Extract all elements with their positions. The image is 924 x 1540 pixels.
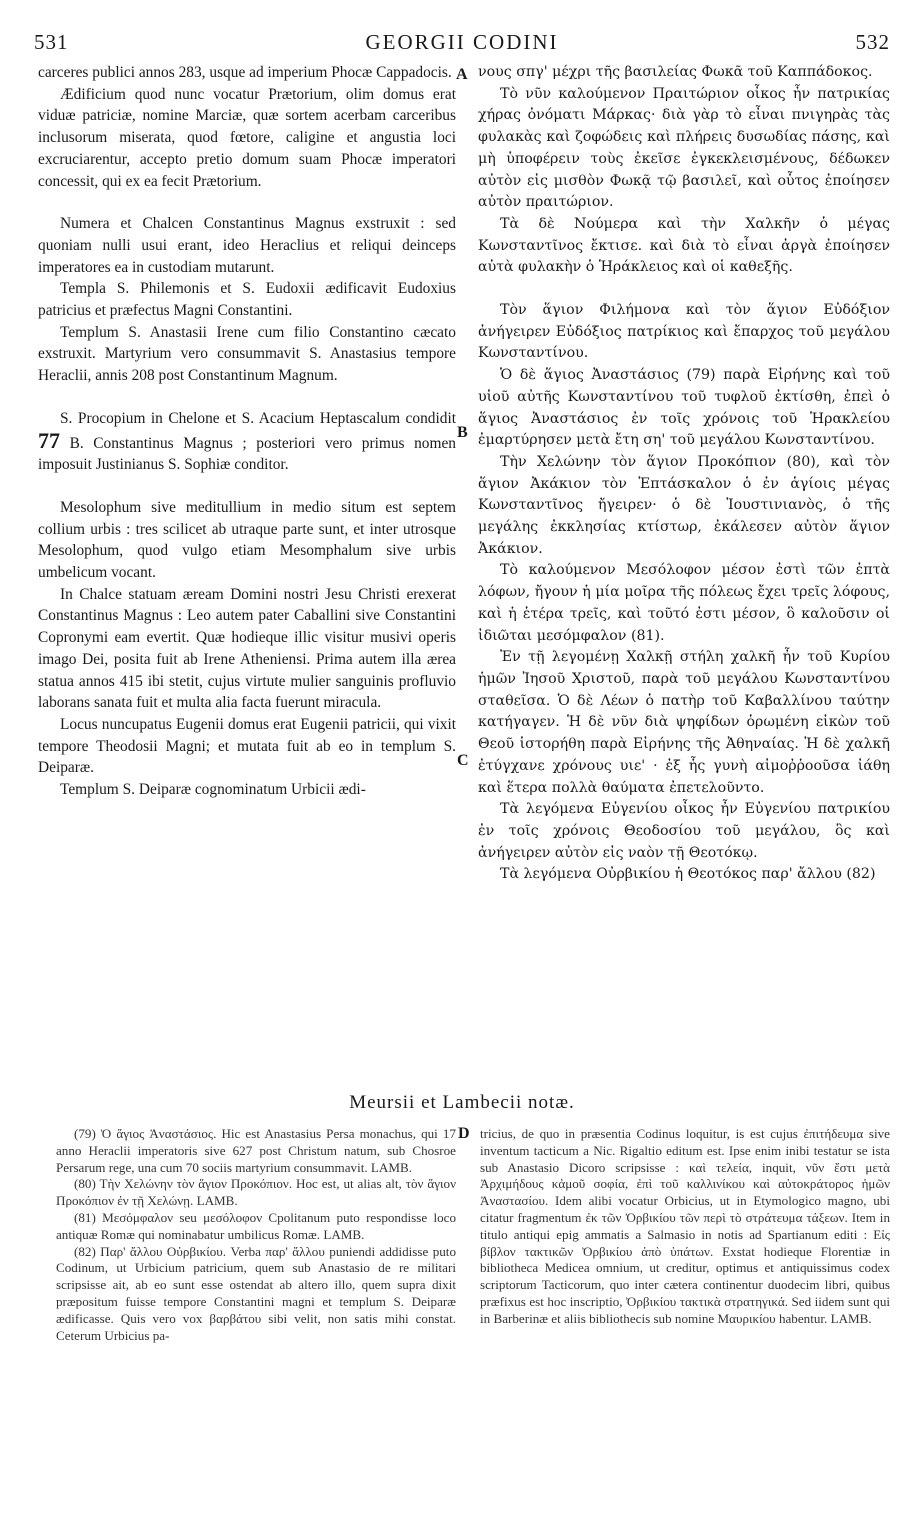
footnote: (81) Μεσόμφαλον seu μεσόλοφον Cpolitanum puto respondisse loco antiquæ Romæ qui nominabatur umbilicus Romæ. LAMB. [56,1209,456,1242]
notes-left-column [56,1126,456,1344]
greek-paragraph: Τὰ δὲ Νούμερα καὶ τὴν Χαλκῆν ὁ μέγας Κωνσταντῖνος ἔκτισε. καὶ διὰ τὸ εἶναι ἀργὰ ἐποίησεν αὐτὰ φυλακὴν ὁ Ἡράκλειος καὶ οἱ καθεξῆς. [478,215,890,276]
footnote: (82) Παρ' ἄλλου Οὐρβικίου. Verba παρ' ἄλλου puniendi addidisse puto Codinum, ut Urbicium patricium, quem sub Anastasio de re militari scripsisse ait, ab eo sunt esse ostendat ab altero illo, quem supra dixit præpositum fuisse tempore Constantini magni et templum S. Deiparæ ædificasse. Quis vero vox βαρβάτου sibi velit, non satis mihi constat. Ceterum Urbicius pa- [56,1243,456,1343]
latin-paragraph: Templa S. Philemonis et S. Eudoxii ædificavit Eudoxius patricius et præfectus Magni Constantini. [38,280,456,320]
running-title: GEORGII CODINI [365,30,559,54]
notes-title: Meursii et Lambecii notæ. [349,1092,575,1113]
latin-paragraph: carceres publici annos 283, usque ad imperium Phocæ Cappadocis. [38,64,452,81]
latin-paragraph-part: B. Constantinus Magnus ; posteriori vero primus nomen imposuit Justinianus S. Sophiæ conditor. [38,434,456,474]
footnote: (80) Τὴν Χελώνην τὸν ἅγιον Προκόπιον. Hoc est, ut alias alt, τὸν ἅγιον Προκόπιον ἐν τῇ Χελώνῃ. LAMB. [56,1176,456,1209]
latin-paragraph: Templum S. Deiparæ cognominatum Urbicii ædi- [60,781,366,799]
latin-paragraph: Mesolophum sive meditullium in medio situm est septem collium urbis : tres scilicet ab utraque parte sunt, et inter utrosque Mesolophum, quod vulgo etiam Mesomphalum sive urbis umbelicum vocant. [38,498,456,582]
margin-letter-c: C [457,752,469,769]
greek-paragraph: Ὁ δὲ ἅγιος Ἀναστάσιος (79) παρὰ Εἰρήνης καὶ τοῦ υἱοῦ αὐτῆς Κωνσταντίνου τοῦ τυφλοῦ ἐκτίσθη, ἐπεὶ ὁ ἅγιος Ἀναστάσιος ἐν τοῖς χρόνοις τοῦ Ἡρακλείου ἐμαρτύρησεν μετὰ ἔτη ση' τοῦ μεγάλου Κωνσταντίνου. [478,367,890,449]
margin-letter-b: B [457,424,468,441]
greek-paragraph: Ἐν τῇ λεγομένῃ Χαλκῇ στήλη χαλκῆ ἦν τοῦ Κυρίου ἡμῶν Ἰησοῦ Χριστοῦ, παρὰ τοῦ μεγάλου Κωνσταντίνου σταθεῖσα. Ὁ δὲ Λέων ὁ πατὴρ τοῦ Καβαλλίνου ταύτην κατήγαγεν. Ἡ δὲ νῦν διὰ ψηφίδων ὁρωμένη εἰκὼν τοῦ Θεοῦ ἱστορήθη παρὰ Εἰρήνης τῆς Ἀθηναίας. Ἡ δὲ χαλκῆ ἐτύγχανε χρόνους υιε' · ἐξ ἧς γυνὴ αἱμοῤῥοοῦσα ἰάθη καὶ ἕτερα πολλὰ θαύματα ἐπετελοῦντο. [478,649,890,796]
latin-paragraph [38,408,456,476]
page-header [34,30,890,60]
footnote: (79) Ὁ ἅγιος Ἀναστάσιος. Hic est Anastasius Persa monachus, qui 17 anno Heraclii imperatoris sive 627 post Christum natum, sub Chosroe Persarum rege, una cum 70 sociis martyrium consummavit. LAMB. [56,1126,456,1175]
greek-paragraph: Τὸν ἅγιον Φιλήμονα καὶ τὸν ἅγιον Εὐδόξιον ἀνήγειρεν Εὐδόξιος πατρίκιος καὶ ἔπαρχος τοῦ μεγάλου Κωνσταντίνου. [478,302,890,362]
page-number-left: 531 [34,30,69,54]
margin-letter-a: A [456,66,468,83]
greek-paragraph: Τὰ λεγόμενα Εὐγενίου οἶκος ἦν Εὐγενίου πατρικίου ἐν τοῖς χρόνοις Θεοδοσίου τοῦ μεγάλου, ὃς καὶ ἀνήγειρεν αὐτὸν εἰς ναὸν τῇ Θεοτόκῳ. [478,801,890,861]
footnote-continuation: tricius, de quo in præsentia Codinus loquitur, is est cujus ἐπιτήδευμα sive inventum tacticum a Nic. Rigaltio editum est. Ipse enim inibi testatur se ista sub Anastasio Dicoro scripsisse : καὶ τελεία, inquit, νῦν ἔστι μετὰ Ἀρχιμήδους κἀμοῦ σοφία, ἐπὶ τοῦ καλλινίκου καὶ αὐτοκράτορος ἡμῶν Ἀναστασίου. Idem alibi vocatur Orbicius, ut in Etymologico magno, ubi citatur fragmentum ἐκ τῶν Ὀρβικίου τῶν περὶ τὸ στράτευμα τάξεων. Item in titulo antiqui epig ammatis a Salmasio in notis ad Spartianum editi : Εἰς βίβλον τακτικῶν Ὀρβικίου ἀπὸ ὑπάτων. Exstat hodieque Florentiæ in bibliotheca Medicea omnium, ut creditur, optimus et antiquissimus codex scriptorum Tacticorum, quo inter cætera continentur duodecim libri, quibus præfixus est hoc inscriptio, Ὀρβικίου τακτικὰ στρατηγικά. Sed iidem sunt qui in Barberinæ et aliis bibliothecis sub nomine Μαυρικίου habentur. LAMB. [480,1126,890,1326]
greek-paragraph: Τὴν Χελώνην τὸν ἅγιον Προκόπιον (80), καὶ τὸν ἅγιον Ἀκάκιον τὸν Ἑπτάσκαλον ὁ ἐν ἁγίοις μέγας Κωνσταντῖνος ἤγειρεν· ὁ δὲ Ἰουστινιανὸς, ὁ τῆς μεγάλης ἐκκλησίας κτίστωρ, ἐκάλεσεν αὐτὸν ἅγιον Ἀκάκιον. [478,453,890,557]
column-number: 77 [38,427,60,453]
greek-column [478,62,890,886]
greek-paragraph: Τὰ λεγόμενα Οὐρβικίου ἡ Θεοτόκος παρ' ἄλλου (82) [500,866,876,883]
latin-paragraph: Numera et Chalcen Constantinus Magnus exstruxit : sed quoniam nulli usui erant, ideo Heraclius et reliqui deinceps imperatores ea in custodiam mutarunt. [38,215,456,276]
latin-paragraph: In Chalce statuam æream Domini nostri Jesu Christi erexerat Constantinus Magnus : Leo autem pater Caballini sive Constantini Copronymi eam evertit. Quæ hodieque illic visitur musivi operis imago Dei, posita fuit ab Irene Atheniensi. Prima autem illa ærea statua annos 415 ibi stetit, cujus virtute mulier sanguinis profluvio laborans sanata fuit et multa alia facta fuerunt miracula. [38,585,456,712]
latin-paragraph: Locus nuncupatus Eugenii domus erat Eugenii patricii, qui vixit tempore Theodosii Magni; et mutata fuit ab eo in templum S. Deiparæ. [38,715,456,777]
margin-letter-d: D [458,1125,470,1142]
latin-paragraph: Templum S. Anastasii Irene cum filio Constantino cæcato exstruxit. Martyrium vero consummavit S. Anastasius tempore Heraclii, annis 208 post Constantinum Magnum. [38,323,456,385]
greek-paragraph: νους σπγ' μέχρι τῆς βασιλείας Φωκᾶ τοῦ Καππάδοκος. [478,64,873,80]
greek-paragraph: Τὸ καλούμενον Μεσόλοφον μέσον ἐστὶ τῶν ἑπτὰ λόφων, ἤγουν ἡ μία μοῖρα τῆς πόλεως ἔχει τρεῖς λόφους, καὶ ἡ ἑτέρα τρεῖς, καὶ τοῦτό ἐστι μέσον, ὃ καλοῦσιν οἱ ἰδιῶται μεσόμφαλον (81). [478,562,890,644]
latin-paragraph-part: S. Procopium in Chelone et S. Acacium Heptascalum condidit [60,409,456,427]
notes-right-column [480,1126,890,1328]
page-number-right: 532 [855,30,890,54]
latin-paragraph: Ædificium quod nunc vocatur Prætorium, olim domus erat viduæ patriciæ, nomine Marciæ, quæ sortem acerbam carceribus inclusorum miserata, quod fœtore, caligine et angustia loci excruciarentur, accepto pretio domum suam Phocæ imperatori concessit, qui ex ea fecit Prætorium. [38,85,456,190]
latin-column [38,62,456,801]
greek-paragraph: Τὸ νῦν καλούμενον Πραιτώριον οἶκος ἦν πατρικίας χήρας ὀνόματι Μάρκας· διὰ γὰρ τὸ εἶναι πνιγηρὰς τὰς φυλακὰς καὶ ζοφώδεις καὶ πλήρεις δυσωδίας πάσης, καὶ μὴ ὑποφέρειν τοὺς ἐκεῖσε ἐγκεκλεισμένους, δέδωκεν αὐτὸν εἰς μισθὸν Φωκᾷ τῷ βασιλεῖ, καὶ οὗτος ἐποίησεν αὐτὸν πραιτώριον. [478,85,890,211]
